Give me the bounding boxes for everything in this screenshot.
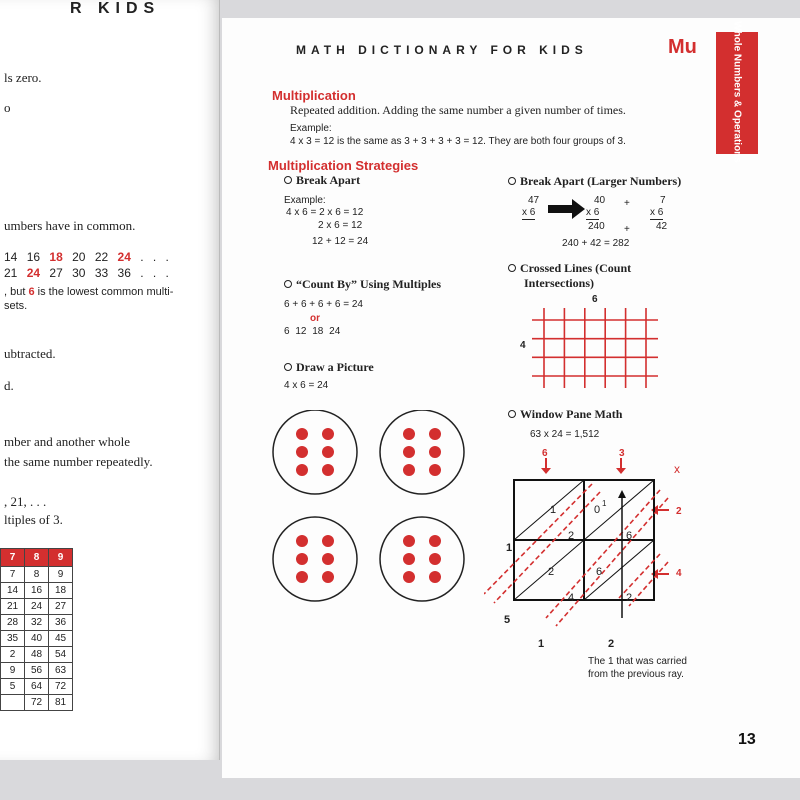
group-dot	[296, 428, 308, 440]
left-page	[0, 0, 220, 760]
break-apart-example-label: Example:	[284, 195, 326, 206]
chapter-side-tab-label: Whole Numbers & Operations	[731, 21, 743, 163]
left-text-o: o	[4, 100, 11, 115]
left-text-zero: ls zero.	[4, 70, 42, 85]
example-label: Example:	[290, 123, 332, 134]
left-text-subtracted: ubtracted.	[4, 346, 56, 361]
group-dot	[296, 571, 308, 583]
window-pane-title: Window Pane Math	[508, 407, 622, 422]
wp-cell-3-tens: 2	[548, 566, 555, 578]
left-text-whole2: the same number repeatedly.	[4, 454, 153, 469]
bal-plus-1: +	[624, 198, 630, 209]
wp-cell-3-ones: 4	[568, 592, 575, 604]
left-text-d: d.	[4, 378, 14, 393]
bal-sum: 240 + 42 = 282	[562, 238, 630, 249]
group-dot	[322, 428, 334, 440]
bal-plus-2: +	[624, 224, 630, 235]
wp-cell-2-tens: 0	[594, 504, 601, 516]
left-text-multiples: ltiples of 3.	[4, 512, 63, 527]
crossed-lines-grid	[532, 306, 662, 392]
wp-top-label-3: 3	[619, 448, 625, 459]
group-dot	[429, 571, 441, 583]
crossed-lines-title-2: Intersections)	[524, 276, 594, 290]
left-text-whole1: mber and another whole	[4, 434, 130, 449]
wp-result-1b: 1	[538, 638, 545, 650]
count-by-or: or	[310, 313, 320, 324]
group-circle	[380, 410, 464, 494]
group-dot	[429, 464, 441, 476]
window-pane-equation: 63 x 24 = 1,512	[530, 429, 600, 440]
group-dot	[403, 571, 415, 583]
left-sequence-2: 21 24 27 30 33 36 . . .	[4, 266, 169, 280]
table-row: 2 48 54	[1, 647, 73, 663]
group-dot	[429, 446, 441, 458]
bullet-icon	[284, 176, 292, 184]
crossed-lines-title: Crossed Lines (Count	[508, 261, 631, 276]
bal-p1-result: 240	[588, 221, 605, 232]
group-dot	[296, 446, 308, 458]
group-dot	[429, 553, 441, 565]
table-header-cell: 9	[49, 549, 73, 567]
group-circle	[273, 410, 357, 494]
multiplication-example: 4 x 3 = 12 is the same as 3 + 3 + 3 + 3 = 12. They are both four groups of 3.	[290, 136, 626, 147]
wp-right-label-4: 4	[676, 568, 682, 579]
multiplication-table	[0, 548, 73, 711]
left-text-common: umbers have in common.	[4, 218, 136, 233]
wp-cell-4-ones: 2	[626, 592, 633, 604]
group-dot	[403, 553, 415, 565]
window-pane-caption-1: The 1 that was carried	[588, 656, 687, 667]
bullet-icon	[508, 264, 516, 272]
bullet-icon	[284, 363, 292, 371]
letter-tab: Mu	[668, 36, 697, 58]
break-apart-line3: 12 + 12 = 24	[312, 236, 369, 247]
table-row: 14 16 18	[1, 583, 73, 599]
wp-result-5: 5	[504, 614, 511, 626]
window-pane-diagram	[484, 458, 684, 628]
group-dot	[429, 428, 441, 440]
window-pane-caption-2: from the previous ray.	[588, 669, 684, 680]
wp-cell-2-ones: 6	[626, 530, 633, 542]
table-row: 7 8 9	[1, 567, 73, 583]
table-header-cell: 8	[25, 549, 49, 567]
bal-p1-bottom: x 6	[586, 207, 600, 218]
draw-picture-title: Draw a Picture	[284, 360, 374, 375]
right-arrow-icon	[548, 198, 586, 220]
bal-n1-top: 47	[528, 195, 540, 206]
bal-p2-result: 42	[656, 221, 668, 232]
table-row: 35 40 45	[1, 631, 73, 647]
multiplication-title: Multiplication	[272, 88, 356, 103]
left-text-21: , 21, . . .	[4, 494, 47, 509]
wp-cell-1-ones: 2	[568, 530, 575, 542]
wp-right-label-2: 2	[676, 506, 682, 517]
wp-top-label-6: 6	[542, 448, 548, 459]
group-circle	[380, 517, 464, 601]
crossed-lines-label-left: 4	[520, 340, 526, 351]
wp-x-mark: x	[674, 462, 680, 476]
bal-p2-top: 7	[660, 195, 666, 206]
break-apart-line2: 2 x 6 = 12	[318, 220, 363, 231]
table-row: 28 32 36	[1, 615, 73, 631]
group-dot	[322, 446, 334, 458]
wp-result-1: 1	[506, 542, 513, 554]
group-dot	[403, 464, 415, 476]
table-row: 21 24 27	[1, 599, 73, 615]
group-circle	[273, 517, 357, 601]
draw-picture-equation: 4 x 6 = 24	[284, 380, 329, 391]
wp-cell-4-tens: 6	[596, 566, 603, 578]
group-dot	[403, 535, 415, 547]
bal-n1-bottom: x 6	[522, 207, 536, 218]
chapter-side-tab	[716, 21, 758, 163]
crossed-lines-label-top: 6	[592, 294, 598, 305]
group-dot	[322, 553, 334, 565]
group-dot	[296, 553, 308, 565]
group-dot	[296, 464, 308, 476]
group-dot	[429, 535, 441, 547]
break-apart-line1: 4 x 6 = 2 x 6 = 12	[286, 207, 364, 218]
table-row: 5 64 72	[1, 679, 73, 695]
strategies-title: Multiplication Strategies	[268, 158, 419, 173]
count-by-line1: 6 + 6 + 6 + 6 = 24	[284, 299, 363, 310]
wp-result-2: 2	[608, 638, 615, 650]
group-dot	[322, 571, 334, 583]
wp-cell-2-carry: 1	[602, 499, 607, 508]
bullet-icon	[508, 177, 516, 185]
left-sequence-1: 14 16 18 20 22 24 . . .	[4, 250, 169, 264]
right-page	[222, 18, 800, 778]
table-row: 72 81	[1, 695, 73, 711]
break-apart-title: Break Apart	[284, 173, 360, 188]
group-dot	[296, 535, 308, 547]
bullet-icon	[508, 410, 516, 418]
draw-picture-groups	[272, 410, 472, 620]
bullet-icon	[284, 280, 292, 288]
group-dot	[403, 428, 415, 440]
wp-cell-1-tens: 1	[550, 504, 557, 516]
group-dot	[403, 446, 415, 458]
group-dot	[322, 464, 334, 476]
bal-p2-bottom: x 6	[650, 207, 664, 218]
page-number: 13	[738, 731, 756, 748]
break-apart-large-title: Break Apart (Larger Numbers)	[508, 174, 681, 189]
bal-p1-top: 40	[594, 195, 606, 206]
count-by-line2: 6 12 18 24	[284, 326, 341, 337]
multiplication-definition: Repeated addition. Adding the same number a given number of times.	[290, 103, 626, 117]
table-header-cell: 7	[1, 549, 25, 567]
left-page-header: R KIDS	[70, 0, 161, 17]
left-note-sets: sets.	[4, 300, 28, 312]
page-header: MATH DICTIONARY FOR KIDS	[296, 43, 588, 57]
table-row: 9 56 63	[1, 663, 73, 679]
group-dot	[322, 535, 334, 547]
left-note-lcm: , but 6 is the lowest common multi-	[4, 286, 174, 298]
count-by-title: “Count By” Using Multiples	[284, 277, 441, 292]
